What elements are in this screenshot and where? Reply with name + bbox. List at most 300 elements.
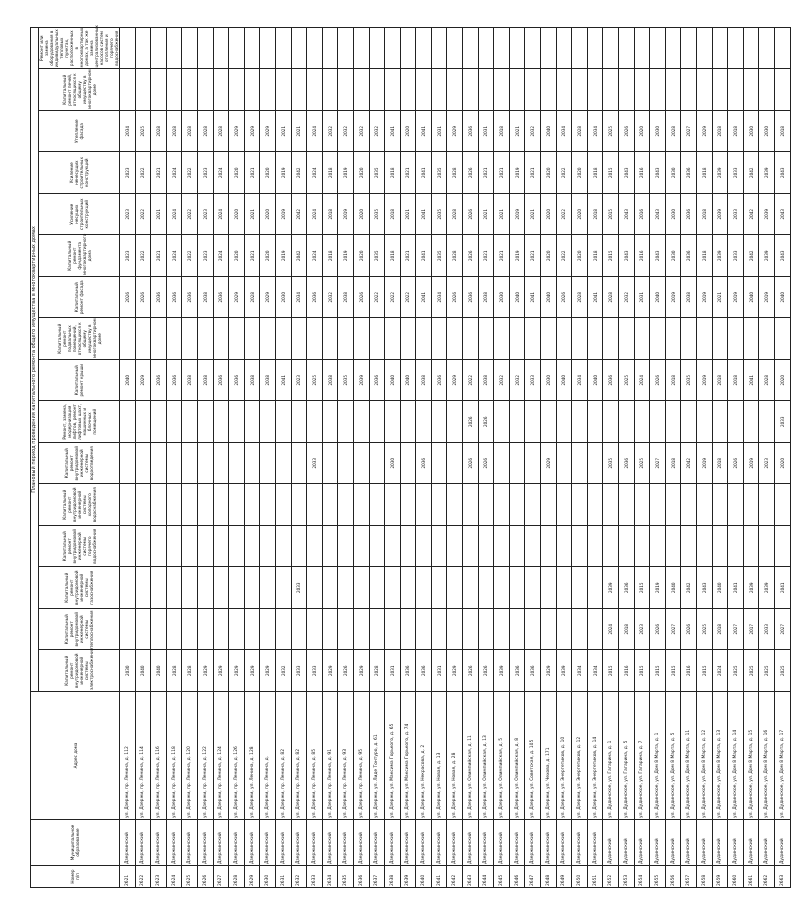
row-year-cell: 2040 — [541, 111, 557, 153]
table-row — [541, 27, 557, 887]
row-year-cell: 2036 — [619, 567, 635, 609]
header-work-type: Капитальный ремонт внутридомовой инженерной системы газоснабжения — [39, 567, 120, 609]
table-row — [135, 27, 151, 887]
row-year-cell — [478, 318, 494, 360]
row-year-cell: 2015 — [603, 235, 619, 277]
row-year-cell — [665, 318, 681, 360]
row-address-cell: ул. Дзержи, ул. Советская, д. 105 — [525, 692, 541, 820]
row-year-cell — [400, 443, 416, 485]
table-row — [244, 27, 260, 887]
table-row — [619, 27, 635, 887]
row-address-cell: ул. Дзержи, пр. Ленина, д. — [260, 692, 276, 820]
row-municipality-cell: Дудинский — [728, 820, 744, 866]
row-year-cell: 2036 — [151, 360, 167, 402]
row-year-cell — [681, 401, 697, 443]
row-year-cell — [587, 69, 603, 111]
row-year-cell: 2015 — [603, 194, 619, 236]
row-year-cell — [556, 567, 572, 609]
row-year-cell: 2036 — [463, 277, 479, 319]
row-number-cell: 2622 — [135, 866, 151, 888]
row-year-cell: 2035 — [369, 235, 385, 277]
row-year-cell: 2022 — [556, 235, 572, 277]
row-year-cell — [759, 526, 775, 568]
row-municipality-cell: Дзержинский — [369, 820, 385, 866]
row-address-cell: ул. Дзержи, пр. Ленина, д. 120 — [182, 692, 198, 820]
row-year-cell: 2042 — [291, 194, 307, 236]
row-year-cell — [260, 609, 276, 651]
row-year-cell: 2026 — [650, 609, 666, 651]
row-year-cell — [431, 443, 447, 485]
row-year-cell: 2033 — [728, 152, 744, 194]
row-year-cell — [509, 609, 525, 651]
row-year-cell: 2033 — [291, 650, 307, 692]
row-number-cell: 2643 — [463, 866, 479, 888]
row-year-cell: 2040 — [135, 650, 151, 692]
header-number: Номер п/п — [31, 866, 120, 888]
row-year-cell — [447, 443, 463, 485]
row-year-cell — [307, 69, 323, 111]
row-year-cell: 2032 — [322, 111, 338, 153]
row-number-cell: 2625 — [182, 866, 198, 888]
row-year-cell — [525, 484, 541, 526]
row-address-cell: ул. Дзержи, ул. Некрасова, д. 2 — [416, 692, 432, 820]
row-year-cell — [572, 484, 588, 526]
row-year-cell — [541, 27, 557, 69]
row-year-cell — [385, 27, 401, 69]
row-year-cell: 2028 — [369, 650, 385, 692]
row-year-cell — [244, 69, 260, 111]
row-year-cell: 2036 — [463, 111, 479, 153]
row-year-cell: 2034 — [556, 111, 572, 153]
row-year-cell — [120, 609, 136, 651]
row-year-cell: 2029 — [229, 111, 245, 153]
row-year-cell — [650, 484, 666, 526]
row-year-cell — [463, 567, 479, 609]
row-year-cell — [213, 526, 229, 568]
row-year-cell: 2026 — [463, 152, 479, 194]
row-year-cell: 2029 — [696, 111, 712, 153]
row-year-cell — [338, 401, 354, 443]
row-year-cell — [712, 484, 728, 526]
row-year-cell — [307, 609, 323, 651]
row-year-cell: 2021 — [244, 152, 260, 194]
table-row — [587, 27, 603, 887]
row-address-cell: ул. Дудинское, ул. Дом 8 Марта, д. 11 — [681, 692, 697, 820]
row-year-cell — [556, 318, 572, 360]
row-year-cell: 2040 — [541, 277, 557, 319]
row-year-cell — [213, 567, 229, 609]
header-work-type: Капитальный ремонт фасада — [39, 277, 120, 319]
row-year-cell — [759, 484, 775, 526]
row-year-cell — [275, 609, 291, 651]
row-year-cell: 2034 — [291, 277, 307, 319]
row-number-cell: 2638 — [385, 866, 401, 888]
row-year-cell — [572, 526, 588, 568]
row-year-cell: 2020 — [229, 152, 245, 194]
row-year-cell — [260, 401, 276, 443]
row-year-cell: 2018 — [712, 443, 728, 485]
row-year-cell — [447, 526, 463, 568]
row-year-cell — [447, 27, 463, 69]
row-year-cell — [541, 318, 557, 360]
row-municipality-cell: Дзержинский — [478, 820, 494, 866]
row-year-cell — [338, 609, 354, 651]
row-year-cell — [166, 318, 182, 360]
row-number-cell: 2660 — [728, 866, 744, 888]
row-year-cell: 2026 — [478, 401, 494, 443]
row-year-cell: 2021 — [478, 152, 494, 194]
row-year-cell: 2029 — [244, 650, 260, 692]
row-year-cell: 2039 — [712, 152, 728, 194]
row-year-cell: 2036 — [400, 650, 416, 692]
row-address-cell: ул. Дзержи, пр. Ленина, д. 116 — [151, 692, 167, 820]
row-year-cell — [338, 567, 354, 609]
row-year-cell — [572, 567, 588, 609]
row-year-cell — [509, 526, 525, 568]
row-year-cell: 2036 — [166, 360, 182, 402]
row-year-cell — [774, 484, 790, 526]
row-year-cell: 2018 — [385, 235, 401, 277]
row-year-cell — [166, 69, 182, 111]
row-year-cell — [291, 318, 307, 360]
row-year-cell: 2027 — [774, 609, 790, 651]
row-year-cell — [182, 484, 198, 526]
row-year-cell: 2025 — [619, 360, 635, 402]
row-year-cell: 2043 — [774, 152, 790, 194]
row-year-cell: 2043 — [619, 194, 635, 236]
row-year-cell — [509, 318, 525, 360]
row-year-cell — [541, 401, 557, 443]
table-row — [774, 27, 790, 887]
row-address-cell: ул. Дзержи, пр. Ленина, д. 114 — [135, 692, 151, 820]
row-year-cell: 2021 — [525, 194, 541, 236]
row-year-cell: 2032 — [494, 360, 510, 402]
row-municipality-cell: Дзержинский — [244, 820, 260, 866]
row-address-cell: ул. Дзержи, пр. Ленина, д. 82 — [275, 692, 291, 820]
row-year-cell — [244, 401, 260, 443]
table-row — [369, 27, 385, 887]
row-year-cell: 2018 — [665, 443, 681, 485]
row-year-cell — [244, 609, 260, 651]
row-year-cell — [151, 609, 167, 651]
row-year-cell — [587, 318, 603, 360]
row-year-cell: 2036 — [431, 360, 447, 402]
row-address-cell: ул. Дзержи, ул. Максима Горького, д. 65 — [385, 692, 401, 820]
row-number-cell: 2648 — [541, 866, 557, 888]
row-address-cell: ул. Дудинское, ул. Дом 8 Марта, д. 13 — [712, 692, 728, 820]
row-year-cell — [712, 318, 728, 360]
row-address-cell: ул. Дзержи, пр. Ленина, д. 82 — [291, 692, 307, 820]
row-year-cell: 2021 — [400, 235, 416, 277]
row-year-cell — [229, 526, 245, 568]
row-year-cell: 2026 — [447, 277, 463, 319]
row-year-cell — [447, 484, 463, 526]
row-year-cell — [728, 484, 744, 526]
row-year-cell: 2026 — [681, 609, 697, 651]
row-number-cell: 2656 — [665, 866, 681, 888]
row-year-cell: 2024 — [213, 235, 229, 277]
row-year-cell — [696, 401, 712, 443]
row-address-cell: ул. Дзержи, пр. Ленина, д. 91 — [322, 692, 338, 820]
row-municipality-cell: Дзержинский — [416, 820, 432, 866]
header-work-type: Ремонт или замена оборудования в индивидуальных тепловых пунктах, расположенных в многоквартирных домах, а так же замена централизованных насосов систем отопления и горячего водоснабжения — [39, 25, 119, 68]
row-year-cell: 2018 — [619, 609, 635, 651]
row-year-cell — [478, 484, 494, 526]
row-municipality-cell: Дзержинский — [431, 820, 447, 866]
row-year-cell — [135, 567, 151, 609]
row-year-cell: 2043 — [650, 194, 666, 236]
row-year-cell — [151, 27, 167, 69]
row-year-cell: 2022 — [400, 277, 416, 319]
row-year-cell: 2040 — [587, 360, 603, 402]
row-year-cell — [275, 567, 291, 609]
row-year-cell: 2020 — [353, 194, 369, 236]
row-municipality-cell: Дудинский — [650, 820, 666, 866]
row-address-cell: ул. Дзержи, ул. Олимпийская, д. 5 — [494, 692, 510, 820]
row-year-cell — [431, 318, 447, 360]
row-year-cell — [665, 27, 681, 69]
row-year-cell: 2028 — [213, 111, 229, 153]
row-year-cell — [509, 401, 525, 443]
row-year-cell — [120, 318, 136, 360]
row-year-cell — [182, 27, 198, 69]
row-year-cell: 2040 — [556, 360, 572, 402]
table-row — [182, 27, 198, 887]
row-year-cell: 2022 — [135, 194, 151, 236]
row-year-cell: 2042 — [743, 235, 759, 277]
row-year-cell — [634, 401, 650, 443]
row-year-cell: 2018 — [587, 235, 603, 277]
row-year-cell — [619, 401, 635, 443]
row-year-cell: 2021 — [151, 194, 167, 236]
row-address-cell: ул. Дзержи, пр. Ленина, д. 85 — [307, 692, 323, 820]
row-number-cell: 2655 — [650, 866, 666, 888]
row-year-cell — [650, 318, 666, 360]
row-year-cell — [619, 69, 635, 111]
row-number-cell: 2650 — [572, 866, 588, 888]
row-year-cell — [509, 443, 525, 485]
row-year-cell: 2024 — [166, 235, 182, 277]
row-year-cell: 2030 — [120, 650, 136, 692]
row-year-cell: 2020 — [260, 194, 276, 236]
row-year-cell: 2041 — [774, 567, 790, 609]
row-year-cell: 2023 — [197, 235, 213, 277]
row-year-cell: 2026 — [353, 277, 369, 319]
row-year-cell — [338, 484, 354, 526]
row-year-cell — [307, 526, 323, 568]
row-year-cell — [743, 401, 759, 443]
row-year-cell — [650, 69, 666, 111]
row-year-cell — [774, 526, 790, 568]
row-year-cell: 2020 — [541, 235, 557, 277]
row-number-cell: 2657 — [681, 866, 697, 888]
row-year-cell: 2034 — [120, 111, 136, 153]
row-year-cell — [463, 69, 479, 111]
row-year-cell: 2025 — [774, 650, 790, 692]
row-year-cell: 2038 — [322, 360, 338, 402]
row-year-cell: 2029 — [322, 650, 338, 692]
row-year-cell: 2038 — [197, 277, 213, 319]
row-municipality-cell: Дудинский — [603, 820, 619, 866]
row-year-cell — [353, 69, 369, 111]
row-year-cell: 2029 — [353, 650, 369, 692]
row-year-cell — [416, 69, 432, 111]
row-year-cell: 2022 — [182, 152, 198, 194]
row-year-cell — [400, 484, 416, 526]
row-year-cell — [244, 318, 260, 360]
row-address-cell: ул. Дзержи, ул. Максима Горького, д. 74 — [400, 692, 416, 820]
row-year-cell — [120, 401, 136, 443]
row-year-cell: 2040 — [650, 277, 666, 319]
row-year-cell: 2028 — [197, 111, 213, 153]
row-year-cell: 2038 — [416, 360, 432, 402]
row-year-cell: 2033 — [759, 609, 775, 651]
row-year-cell — [166, 526, 182, 568]
row-year-cell: 2020 — [774, 443, 790, 485]
row-year-cell: 2019 — [275, 194, 291, 236]
row-address-cell: ул. Дзержи, ул. Ленина, д. 128 — [244, 692, 260, 820]
row-year-cell — [151, 484, 167, 526]
row-year-cell — [541, 567, 557, 609]
row-address-cell: ул. Дудинское, ул. Дом 8 Марта, д. 1 — [650, 692, 666, 820]
row-year-cell: 2026 — [478, 650, 494, 692]
row-year-cell: 2020 — [260, 235, 276, 277]
row-year-cell: 2026 — [463, 401, 479, 443]
row-year-cell — [151, 567, 167, 609]
row-year-cell — [541, 484, 557, 526]
row-year-cell: 2028 — [166, 650, 182, 692]
header-work-type: Капитальный ремонт внутридомовой инженерной системы водоотведения — [39, 443, 120, 485]
row-year-cell: 2041 — [525, 277, 541, 319]
row-year-cell: 2043 — [774, 194, 790, 236]
row-year-cell: 2041 — [416, 235, 432, 277]
row-year-cell — [213, 401, 229, 443]
row-year-cell: 2018 — [322, 235, 338, 277]
row-year-cell: 2028 — [572, 277, 588, 319]
table-row — [275, 27, 291, 887]
row-year-cell — [774, 69, 790, 111]
row-year-cell — [431, 27, 447, 69]
row-year-cell — [431, 609, 447, 651]
table-row — [291, 27, 307, 887]
row-year-cell — [603, 401, 619, 443]
row-year-cell: 2026 — [463, 443, 479, 485]
table-row — [650, 27, 666, 887]
row-year-cell: 2036 — [509, 650, 525, 692]
row-year-cell: 2018 — [728, 360, 744, 402]
row-year-cell: 2023 — [120, 235, 136, 277]
row-year-cell: 2036 — [307, 277, 323, 319]
row-year-cell: 2026 — [728, 443, 744, 485]
row-year-cell — [369, 484, 385, 526]
row-year-cell: 2040 — [151, 650, 167, 692]
row-year-cell — [120, 69, 136, 111]
row-year-cell — [681, 69, 697, 111]
row-year-cell: 2036 — [182, 277, 198, 319]
row-year-cell: 2019 — [509, 235, 525, 277]
row-year-cell — [509, 567, 525, 609]
row-year-cell — [135, 609, 151, 651]
row-year-cell — [291, 526, 307, 568]
row-municipality-cell: Дудинский — [743, 820, 759, 866]
row-year-cell: 2020 — [572, 235, 588, 277]
row-year-cell — [494, 526, 510, 568]
row-year-cell: 2015 — [665, 650, 681, 692]
row-year-cell — [120, 484, 136, 526]
table-row — [696, 27, 712, 887]
header-work-type: Капитальный ремонт внутридомовой инженерной системы горячего водоснабжения — [39, 526, 120, 568]
table-row — [322, 27, 338, 887]
row-year-cell — [463, 318, 479, 360]
row-address-cell: ул. Дудинское, ул. Гагарина, д. 5 — [619, 692, 635, 820]
row-year-cell — [275, 318, 291, 360]
row-year-cell: 2032 — [369, 111, 385, 153]
row-year-cell — [541, 526, 557, 568]
row-year-cell: 2035 — [369, 152, 385, 194]
row-year-cell — [353, 443, 369, 485]
row-year-cell: 2021 — [525, 235, 541, 277]
row-year-cell: 2033 — [291, 567, 307, 609]
table-row — [385, 27, 401, 887]
row-year-cell: 2040 — [509, 277, 525, 319]
row-year-cell: 2025 — [307, 360, 323, 402]
row-year-cell — [509, 27, 525, 69]
row-address-cell: ул. Дзержи, ул. Энергетиков, д. 10 — [556, 692, 572, 820]
row-year-cell — [229, 27, 245, 69]
row-year-cell — [182, 526, 198, 568]
row-year-cell: 2038 — [182, 360, 198, 402]
row-year-cell: 2020 — [541, 194, 557, 236]
row-year-cell — [525, 609, 541, 651]
row-year-cell: 2020 — [400, 111, 416, 153]
row-number-cell: 2646 — [509, 866, 525, 888]
row-year-cell — [525, 443, 541, 485]
row-address-cell: ул. Дзержи, ул. Чехова, д. 171 — [541, 692, 557, 820]
row-year-cell — [572, 69, 588, 111]
row-number-cell: 2658 — [696, 866, 712, 888]
row-year-cell: 2026 — [463, 194, 479, 236]
row-year-cell — [634, 69, 650, 111]
row-year-cell — [260, 484, 276, 526]
row-year-cell — [743, 484, 759, 526]
row-number-cell: 2634 — [322, 866, 338, 888]
row-year-cell — [416, 484, 432, 526]
row-year-cell: 2023 — [197, 194, 213, 236]
row-year-cell — [353, 27, 369, 69]
row-year-cell — [307, 567, 323, 609]
row-year-cell — [681, 484, 697, 526]
row-year-cell: 2018 — [712, 360, 728, 402]
row-year-cell: 2039 — [759, 152, 775, 194]
row-year-cell — [291, 443, 307, 485]
row-year-cell: 2036 — [681, 194, 697, 236]
row-year-cell — [525, 27, 541, 69]
row-year-cell: 2029 — [260, 277, 276, 319]
row-year-cell: 2043 — [619, 152, 635, 194]
row-municipality-cell: Дзержинский — [182, 820, 198, 866]
row-year-cell: 2024 — [603, 609, 619, 651]
row-year-cell: 2021 — [400, 152, 416, 194]
row-year-cell — [213, 484, 229, 526]
row-year-cell: 2034 — [587, 650, 603, 692]
row-year-cell: 2024 — [307, 152, 323, 194]
row-year-cell — [291, 401, 307, 443]
row-address-cell: ул. Дзержи, ул. Олимпийская, д. 8 — [509, 692, 525, 820]
row-year-cell — [229, 609, 245, 651]
row-year-cell — [197, 443, 213, 485]
row-year-cell: 2025 — [759, 650, 775, 692]
row-year-cell — [275, 401, 291, 443]
